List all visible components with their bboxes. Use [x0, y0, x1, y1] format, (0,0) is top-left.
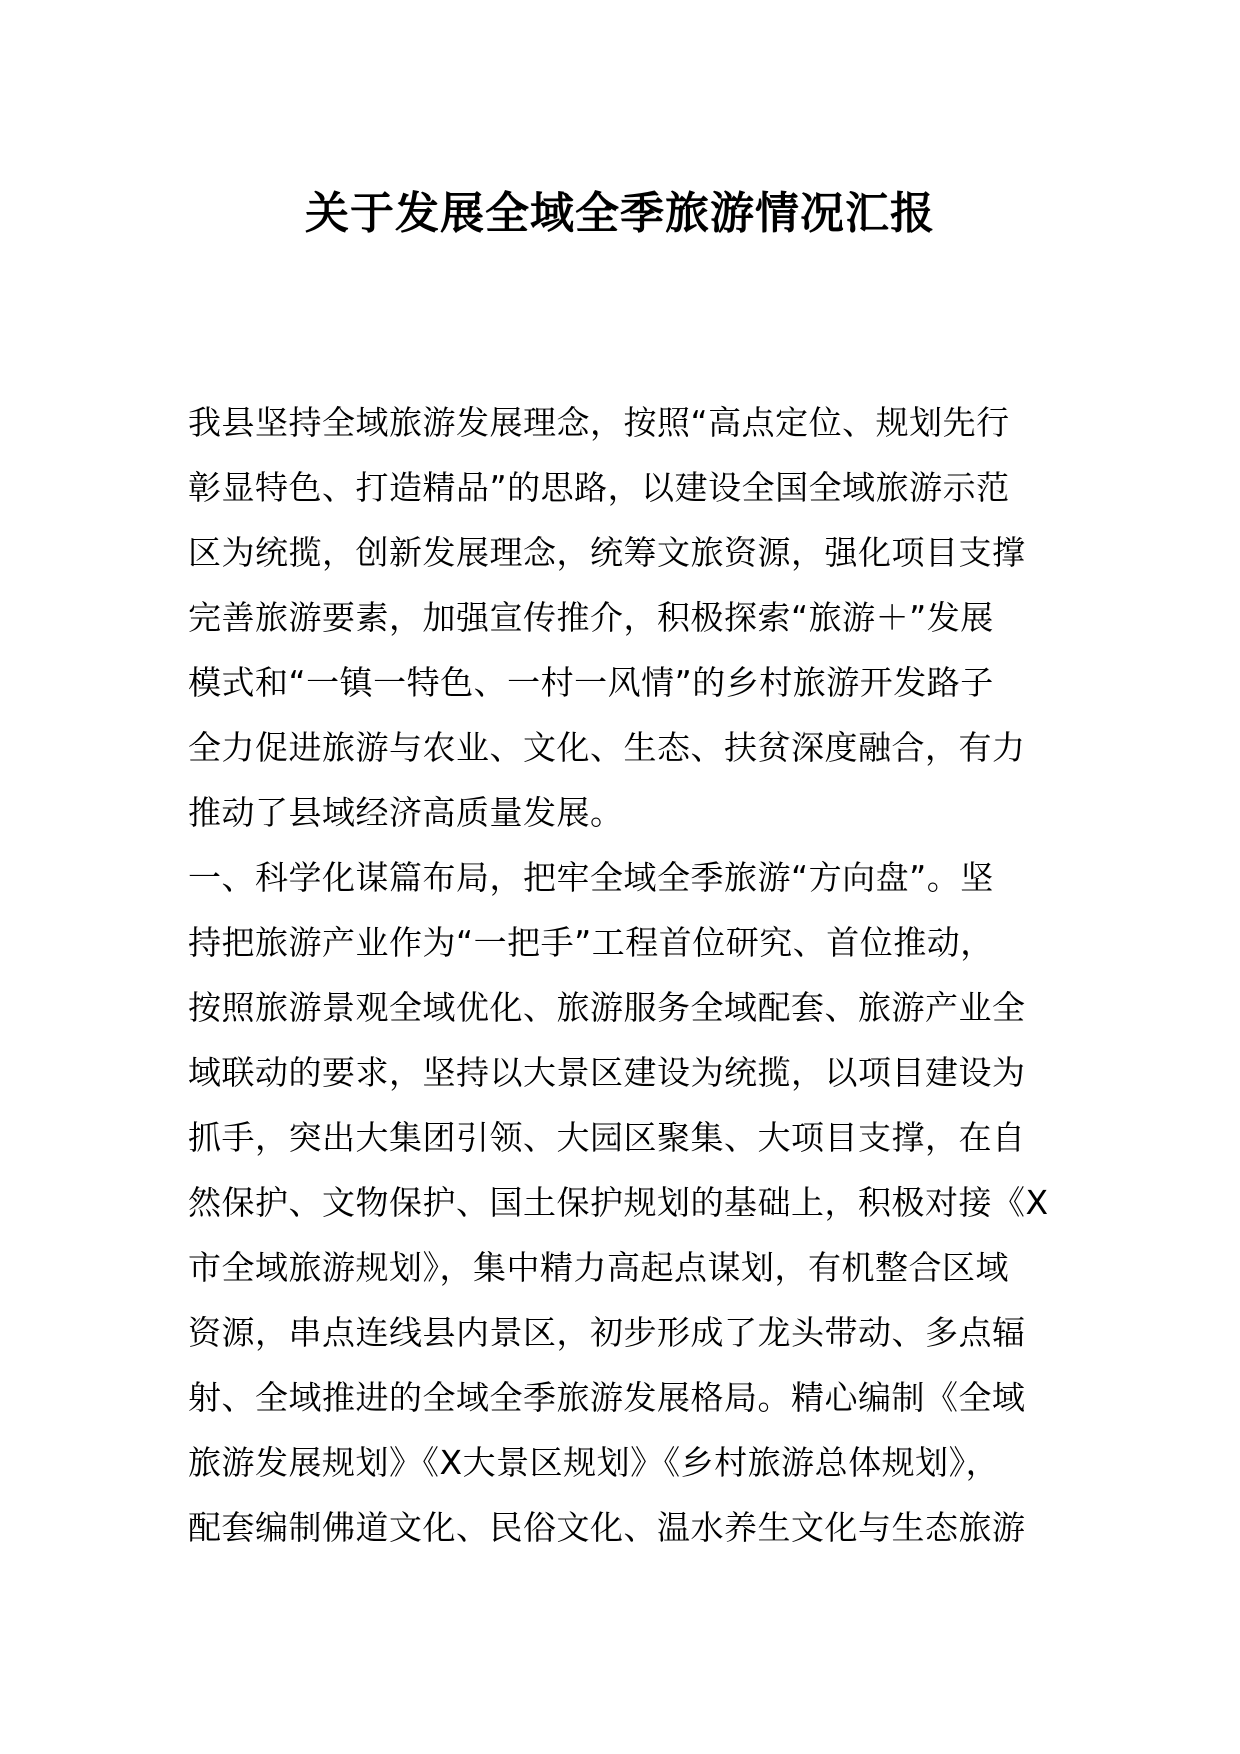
document-body: [188, 390, 1058, 1560]
body-line: 射、全域推进的全域全季旅游发展格局。精心编制《全域: [188, 1378, 1026, 1417]
body-line: 区为统揽，创新发展理念，统筹文旅资源，强化项目支撑: [188, 533, 1026, 572]
body-line: 配套编制佛道文化、民俗文化、温水养生文化与生态旅游: [188, 1508, 1026, 1547]
body-line: 资源，串点连线县内景区，初步形成了龙头带动、多点辐: [188, 1313, 1026, 1352]
body-line: 按照旅游景观全域优化、旅游服务全域配套、旅游产业全: [188, 988, 1026, 1027]
document-title: 关于发展全域全季旅游情况汇报: [305, 188, 935, 239]
body-line: 域联动的要求，坚持以大景区建设为统揽，以项目建设为: [188, 1053, 1026, 1092]
body-line: 持把旅游产业作为“一把手”工程首位研究、首位推动，: [188, 923, 994, 962]
body-line: 然保护、文物保护、国土保护规划的基础上，积极对接《X: [188, 1183, 1049, 1222]
body-line: 推动了县域经济高质量发展。: [188, 793, 624, 832]
body-line: 旅游发展规划》《X大景区规划》《乡村旅游总体规划》，: [188, 1443, 1000, 1482]
body-line: 完善旅游要素，加强宣传推介，积极探索“旅游＋”发展: [188, 598, 994, 637]
body-line: 市全域旅游规划》，集中精力高起点谋划，有机整合区域: [188, 1248, 1009, 1287]
body-line: 全力促进旅游与农业、文化、生态、扶贫深度融合，有力: [188, 728, 1026, 767]
body-line: 抓手，突出大集团引领、大园区聚集、大项目支撑，在自: [188, 1118, 1026, 1157]
section-heading-line: 一、科学化谋篇布局，把牢全域全季旅游“方向盘”。坚: [188, 858, 994, 897]
body-line: 彰显特色、打造精品”的思路，以建设全国全域旅游示范: [188, 468, 1010, 507]
body-line: 模式和“一镇一特色、一村一风情”的乡村旅游开发路子: [188, 663, 994, 702]
body-line: 我县坚持全域旅游发展理念，按照“高点定位、规划先行: [188, 403, 1010, 442]
